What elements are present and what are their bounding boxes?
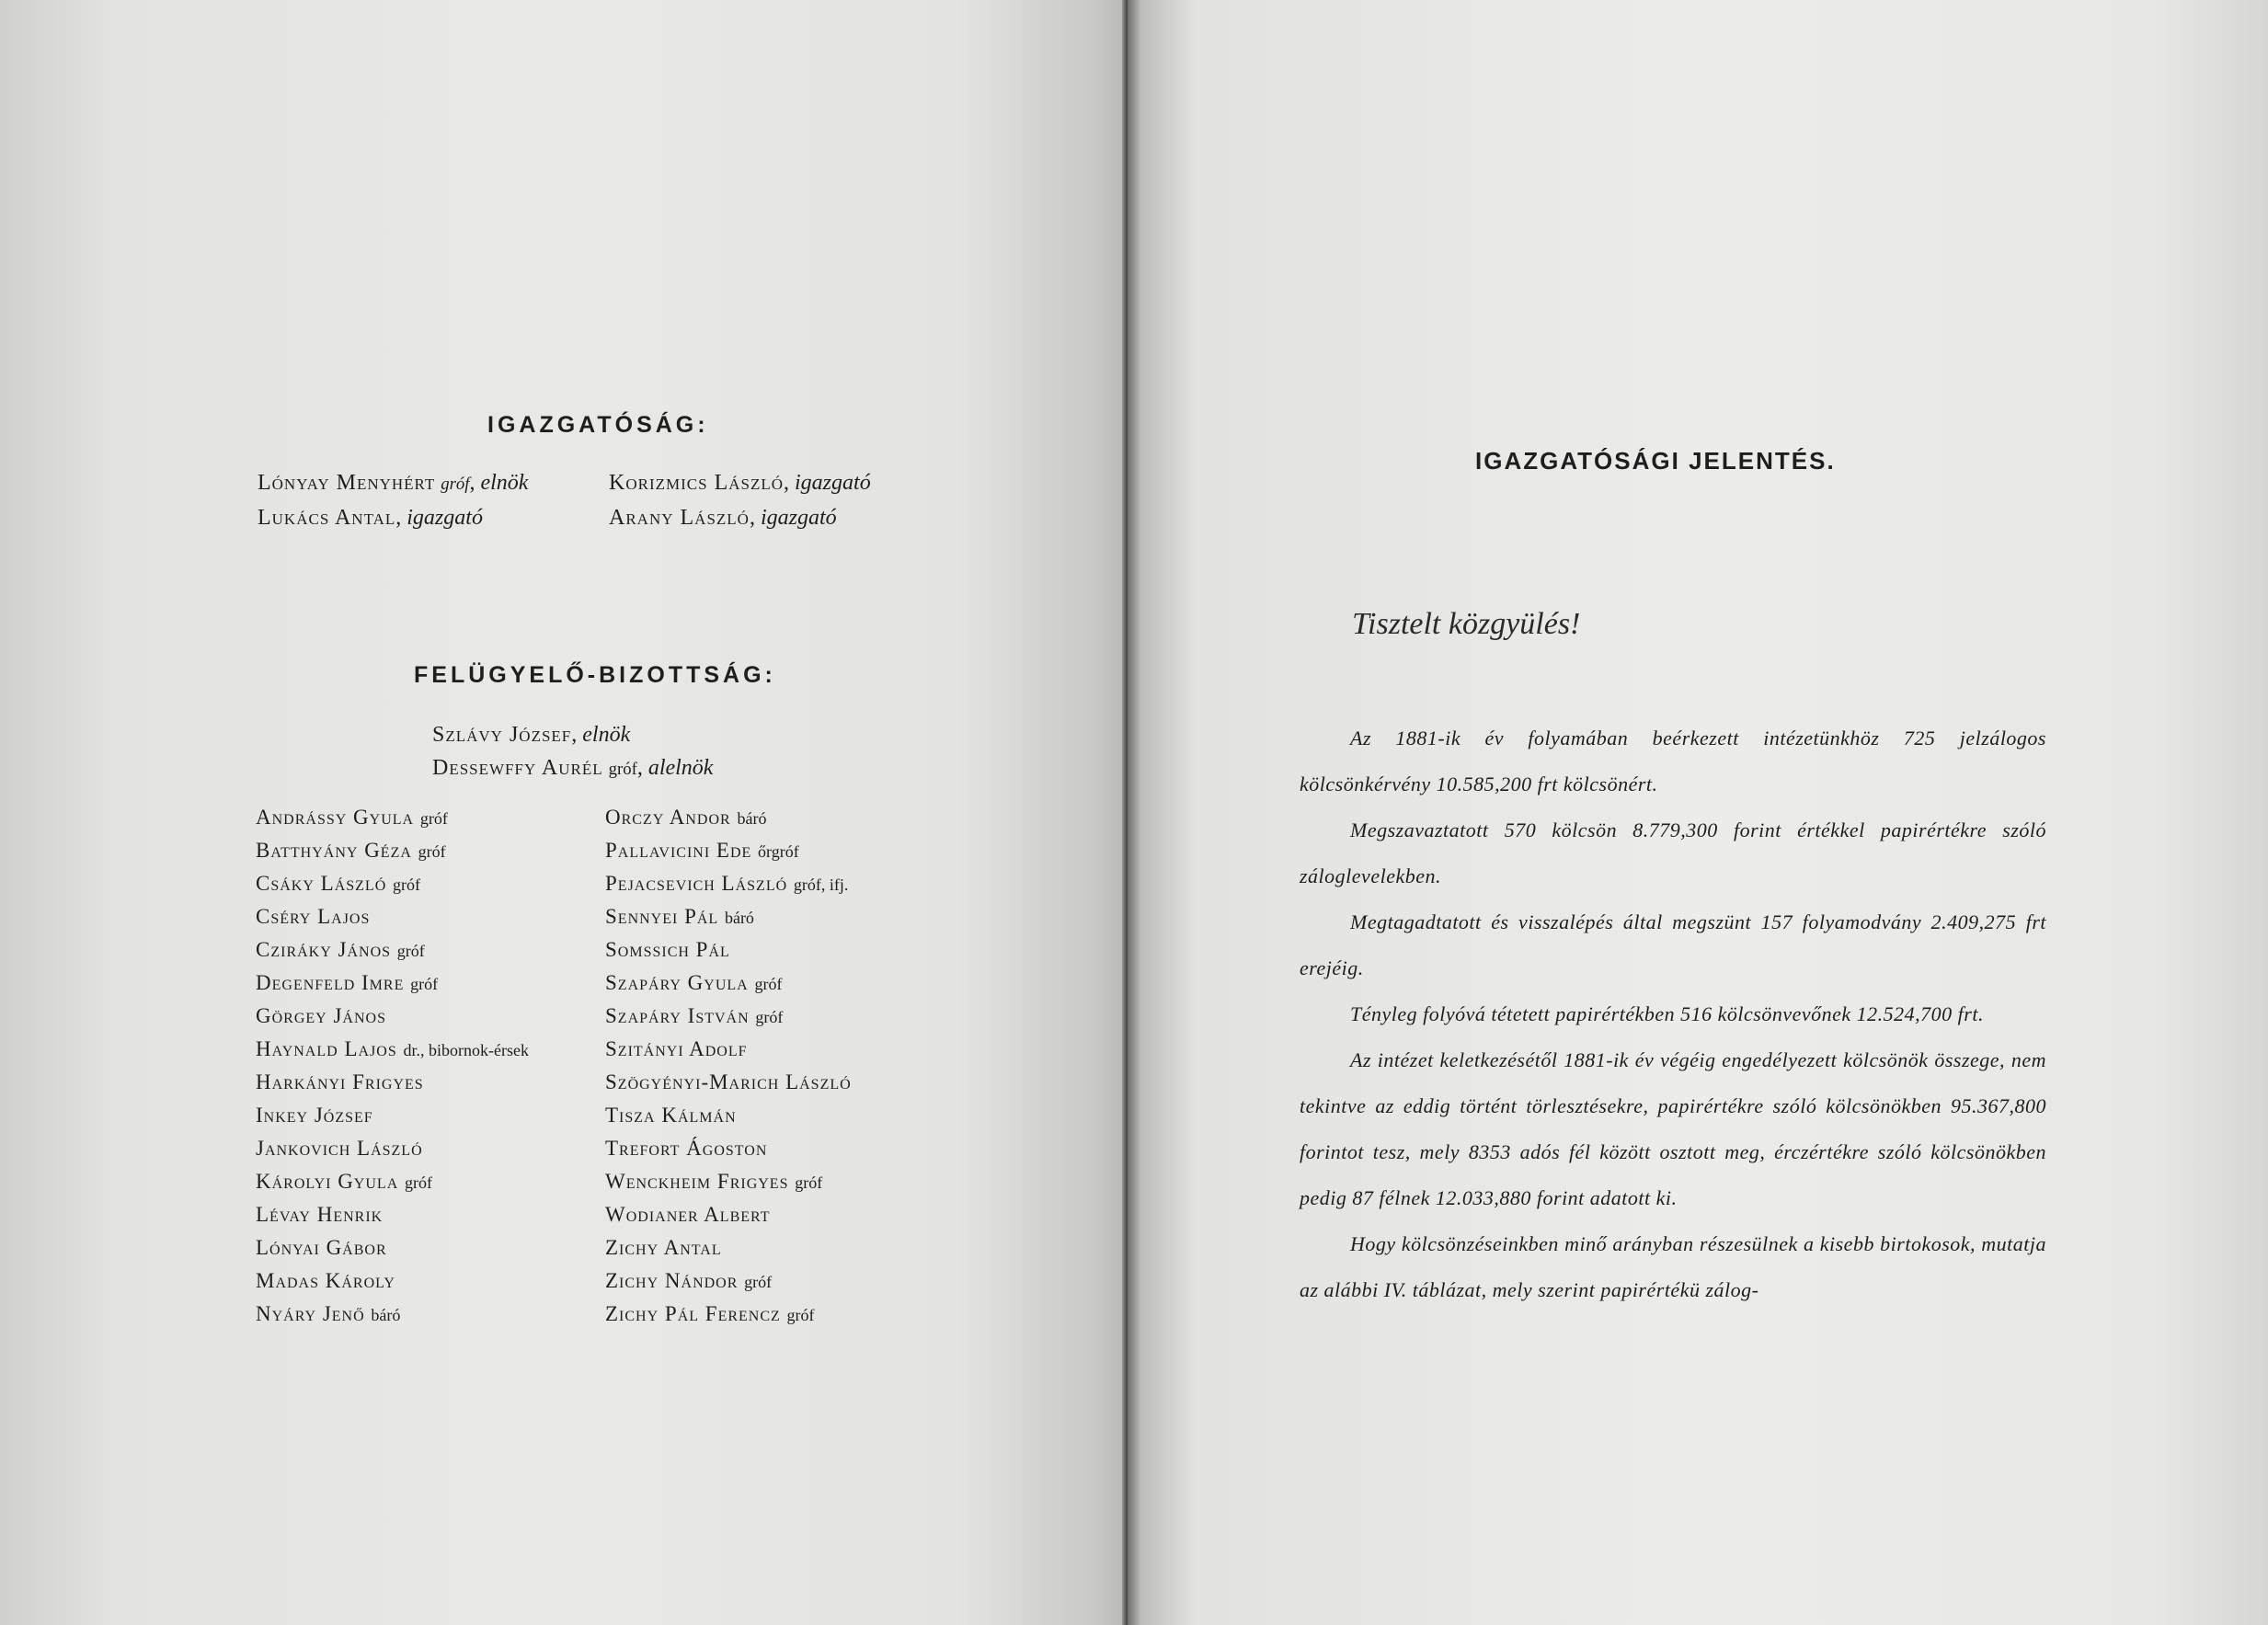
member-name: Cséry Lajos xyxy=(256,905,371,928)
member-row xyxy=(256,1236,605,1269)
paragraph: Megtagadtatott és visszalépés által megszünt 157 folyamodvány 2.409,275 frt erejéig. xyxy=(1300,910,2046,979)
supervisory-officer: Dessewffy Aurél gróf, alelnök xyxy=(432,756,714,780)
left-page xyxy=(0,0,1128,1625)
member-row xyxy=(605,1037,955,1070)
paragraph: Tényleg folyóvá tétetett papirértékben 516 kölcsönvevőnek 12.524,700 frt. xyxy=(1350,1002,1984,1025)
member-name: Károlyi Gyula xyxy=(256,1170,399,1193)
member-name: Cziráky János xyxy=(256,938,392,961)
member-name: Zichy Pál Ferencz xyxy=(605,1302,781,1325)
member-name: Somssich Pál xyxy=(605,938,730,961)
member-title: gróf xyxy=(754,975,783,993)
member-title: gróf xyxy=(755,1008,784,1026)
member-name: Orczy Andor xyxy=(605,806,731,829)
member-row xyxy=(605,806,955,839)
supervisory-heading: FELÜGYELŐ-BIZOTTSÁG: xyxy=(414,662,776,688)
member-row xyxy=(256,1203,605,1236)
member-title: gróf xyxy=(405,1173,432,1192)
member-name: Csáky László xyxy=(256,872,387,895)
member-name: Batthyány Géza xyxy=(256,839,412,862)
member-row xyxy=(256,971,605,1004)
member-title: gróf xyxy=(418,842,446,861)
member-name: Zichy Nándor xyxy=(605,1269,739,1292)
member-row xyxy=(256,1104,605,1137)
member-row xyxy=(256,872,605,905)
member-row xyxy=(256,1037,605,1070)
board-member: Arany László, igazgató xyxy=(609,506,837,530)
member-name: Trefort Ágoston xyxy=(605,1137,768,1160)
member-row xyxy=(256,1269,605,1302)
member-row xyxy=(605,1137,955,1170)
paragraph: Az 1881-ik év folyamában beérkezett intézetünkhöz 725 jelzálogos kölcsönkérvény 10.585,200 frt kölcsönért. xyxy=(1300,727,2046,795)
member-title: gróf xyxy=(786,1306,815,1324)
member-row xyxy=(256,938,605,971)
report-title: IGAZGATÓSÁGI JELENTÉS. xyxy=(1475,447,1836,475)
member-title: báró xyxy=(724,909,754,927)
supervisory-officer: Szlávy József, elnök xyxy=(432,723,631,747)
member-row xyxy=(256,905,605,938)
member-name: Madas Károly xyxy=(256,1269,395,1292)
members-list-right xyxy=(605,806,955,1335)
member-row xyxy=(605,1004,955,1037)
board-member: Lónyay Menyhért gróf, elnök xyxy=(258,471,529,495)
member-title: báró xyxy=(371,1306,401,1324)
member-name: Jankovich László xyxy=(256,1137,423,1160)
member-name: Szögyényi-Marich László xyxy=(605,1070,852,1093)
member-row xyxy=(256,806,605,839)
member-name: Pejacsevich László xyxy=(605,872,788,895)
member-name: Degenfeld Imre xyxy=(256,971,405,994)
member-title: gróf xyxy=(393,875,421,894)
member-row xyxy=(605,1203,955,1236)
member-name: Lévay Henrik xyxy=(256,1203,384,1226)
paragraph: Hogy kölcsönzéseinkben minő arányban részesülnek a kisebb birtokosok, mutatja az alábbi IV. táblázat, mely szerint papirértékü zálog- xyxy=(1300,1232,2046,1301)
member-name: Harkányi Frigyes xyxy=(256,1070,424,1093)
member-row xyxy=(605,1104,955,1137)
member-row xyxy=(256,1070,605,1104)
member-name: Tisza Kálmán xyxy=(605,1104,737,1127)
greeting: Tisztelt közgyülés! xyxy=(1352,607,1581,641)
member-row xyxy=(605,872,955,905)
member-row xyxy=(605,1236,955,1269)
member-name: Wodianer Albert xyxy=(605,1203,771,1226)
member-name: Szitányi Adolf xyxy=(605,1037,748,1060)
member-row xyxy=(605,839,955,872)
board-heading: IGAZGATÓSÁG: xyxy=(487,412,709,438)
member-row xyxy=(256,1137,605,1170)
report-body xyxy=(1300,715,2046,1313)
member-title: gróf xyxy=(795,1173,823,1192)
member-name: Zichy Antal xyxy=(605,1236,722,1259)
member-name: Sennyei Pál xyxy=(605,905,719,928)
member-row xyxy=(256,1004,605,1037)
member-row xyxy=(256,839,605,872)
member-name: Inkey József xyxy=(256,1104,373,1127)
member-name: Szapáry István xyxy=(605,1004,750,1027)
member-row xyxy=(256,1170,605,1203)
member-name: Görgey János xyxy=(256,1004,386,1027)
board-member: Korizmics László, igazgató xyxy=(609,471,871,495)
member-title: báró xyxy=(737,809,767,828)
board-member: Lukács Antal, igazgató xyxy=(258,506,483,530)
member-title: gróf xyxy=(419,809,448,828)
member-title: dr., bibornok-érsek xyxy=(403,1041,529,1059)
member-row xyxy=(256,1302,605,1335)
paragraph: Megszavaztatott 570 kölcsön 8.779,300 forint értékkel papirértékre szóló záloglevelekben. xyxy=(1300,818,2046,887)
member-title: gróf xyxy=(396,942,425,960)
member-row xyxy=(605,1170,955,1203)
member-row xyxy=(605,971,955,1004)
member-name: Pallavicini Ede xyxy=(605,839,752,862)
member-row xyxy=(605,905,955,938)
member-row xyxy=(605,1269,955,1302)
member-name: Wenckheim Frigyes xyxy=(605,1170,789,1193)
member-row xyxy=(605,1302,955,1335)
member-name: Haynald Lajos xyxy=(256,1037,397,1060)
members-list-left xyxy=(256,806,605,1335)
member-name: Andrássy Gyula xyxy=(256,806,415,829)
member-name: Lónyai Gábor xyxy=(256,1236,387,1259)
member-row xyxy=(605,938,955,971)
member-row xyxy=(605,1070,955,1104)
paragraph: Az intézet keletkezésétől 1881-ik év végéig engedélyezett kölcsönök összege, nem tekintve az eddig történt törlesztésekre, papirértékre szóló kölcsönökben 95.367,800 forintot tesz, mely 8353 adós fél között osztott meg, érczértékre szóló kölcsönökben pedig 87 félnek 12.033,880 forint adatott ki. xyxy=(1300,1048,2046,1209)
member-name: Nyáry Jenő xyxy=(256,1302,365,1325)
member-title: őrgróf xyxy=(758,842,799,861)
member-title: gróf xyxy=(410,975,439,993)
member-title: gróf, ifj. xyxy=(793,875,849,894)
member-name: Szapáry Gyula xyxy=(605,971,749,994)
member-title: gróf xyxy=(744,1273,773,1291)
